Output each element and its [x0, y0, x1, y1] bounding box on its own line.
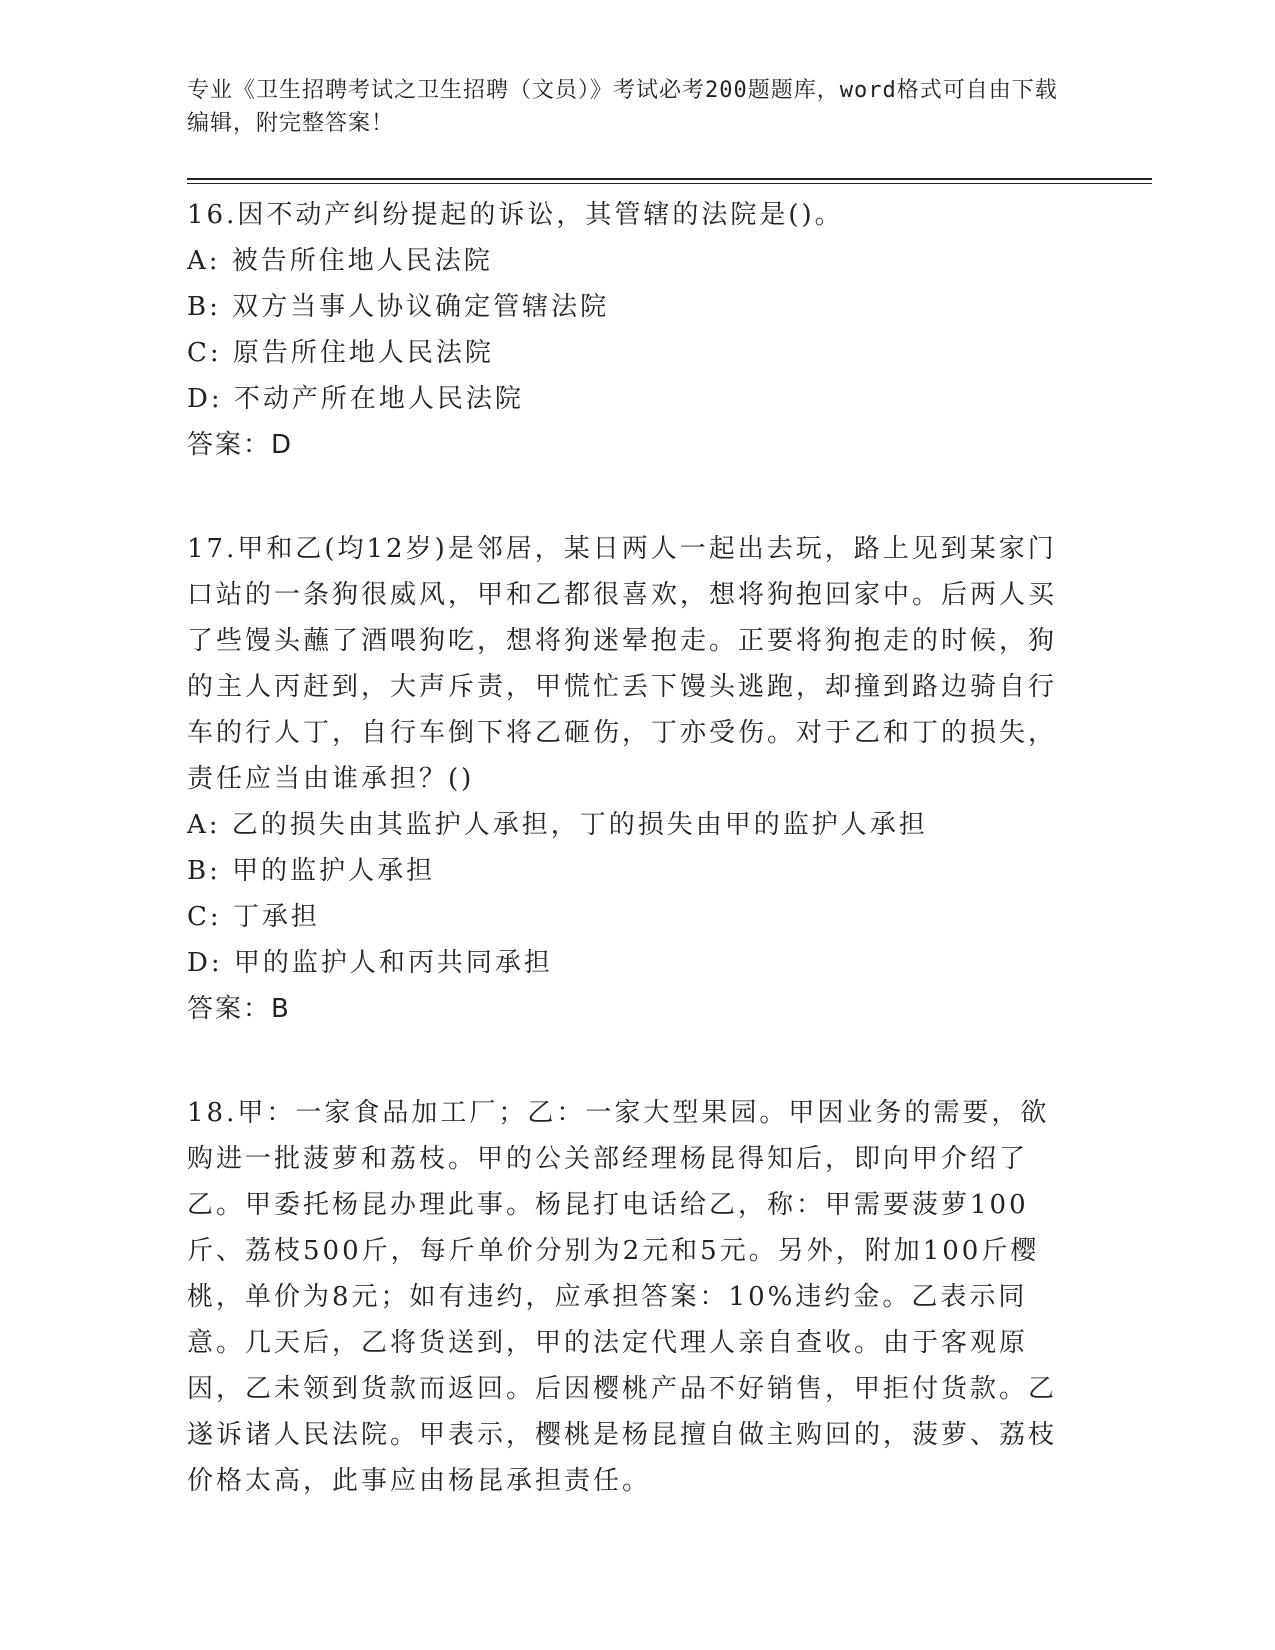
question-16: [187, 192, 1077, 468]
option-d: D: 甲的监护人和丙共同承担: [187, 948, 553, 978]
question-spacer: [187, 1032, 1077, 1090]
header-divider-thick: [187, 178, 1152, 180]
question-18: [187, 1090, 1077, 1504]
question-spacer: [187, 468, 1077, 526]
answer-line: 答案：B: [187, 994, 291, 1024]
question-text: 16.因不动产纠纷提起的诉讼，其管辖的法院是()。: [187, 200, 844, 230]
question-list: [187, 192, 1077, 1504]
option-a: A: 被告所住地人民法院: [187, 246, 493, 276]
question-text: 17.甲和乙(均12岁)是邻居，某日两人一起出去玩，路上见到某家门口站的一条狗很威风，甲和乙都很喜欢，想将狗抱回家中。后两人买了些馒头蘸了酒喂狗吃，想将狗迷晕抱走。正要将狗抱走的时候，狗的主人丙赶到，大声斥责，甲慌忙丢下馒头逃跑，却撞到路边骑自行车的行人丁，自行车倒下将乙砸伤，丁亦受伤。对于乙和丁的损失，责任应当由谁承担？(): [187, 534, 1058, 794]
header-divider-thin: [187, 183, 1152, 184]
option-b: B: 双方当事人协议确定管辖法院: [187, 292, 610, 322]
question-17: [187, 526, 1077, 1032]
option-b: B: 甲的监护人承担: [187, 856, 436, 886]
option-d: D: 不动产所在地人民法院: [187, 384, 524, 414]
document-header: 专业《卫生招聘考试之卫生招聘（文员）》考试必考200题题库，word格式可自由下载编辑，附完整答案！: [187, 78, 1058, 136]
option-a: A: 乙的损失由其监护人承担，丁的损失由甲的监护人承担: [187, 810, 928, 840]
option-c: C: 原告所住地人民法院: [187, 338, 494, 368]
question-text: 18.甲：一家食品加工厂；乙：一家大型果园。甲因业务的需要，欲购进一批菠萝和荔枝。甲的公关部经理杨昆得知后，即向甲介绍了乙。甲委托杨昆办理此事。杨昆打电话给乙，称：甲需要菠萝100斤、荔枝500斤，每斤单价分别为2元和5元。另外，附加100斤樱桃，单价为8元；如有违约，应承担答案：10%违约金。乙表示同意。几天后，乙将货送到，甲的法定代理人亲自查收。由于客观原因，乙未领到货款而返回。后因樱桃产品不好销售，甲拒付货款。乙遂诉诸人民法院。甲表示，樱桃是杨昆擅自做主购回的，菠萝、荔枝价格太高，此事应由杨昆承担责任。: [187, 1098, 1058, 1496]
option-c: C: 丁承担: [187, 902, 320, 932]
answer-line: 答案：D: [187, 430, 294, 460]
